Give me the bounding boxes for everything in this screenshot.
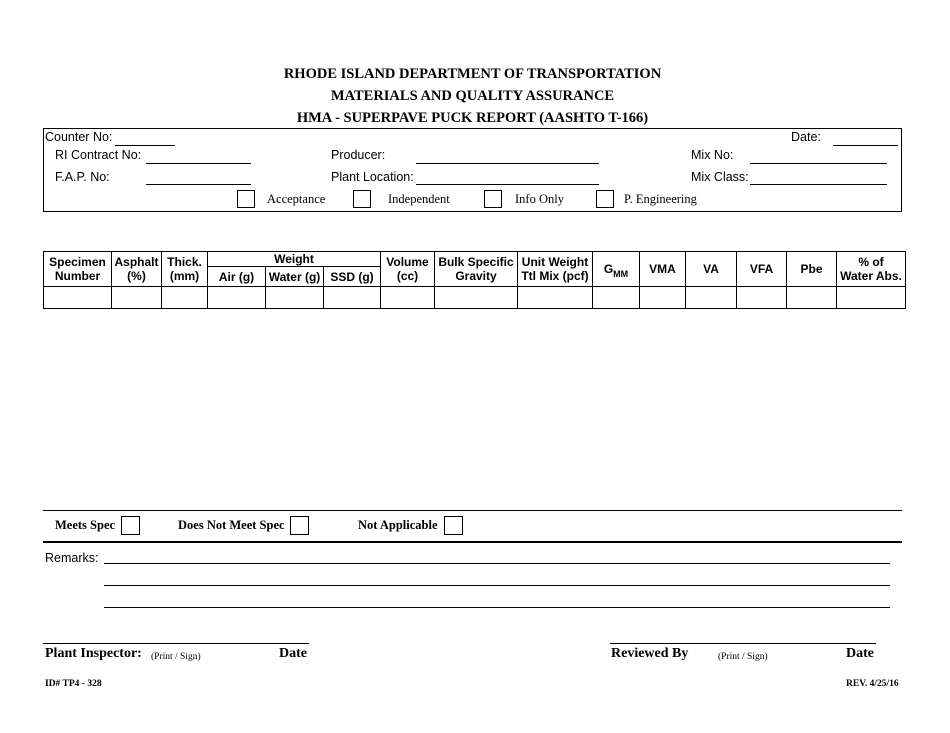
col-volume: Volume (cc) (381, 252, 435, 287)
p-engineering-checkbox[interactable] (596, 190, 614, 208)
header-line-2: MATERIALS AND QUALITY ASSURANCE (330, 88, 615, 104)
ri-contract-no-field[interactable] (146, 163, 251, 164)
mix-class-field[interactable] (750, 184, 887, 185)
col-vfa: VFA (737, 252, 787, 287)
col-gmm: $G_{MM}$ (593, 252, 640, 287)
table-cell[interactable] (266, 287, 324, 309)
reviewed-by-date-label: Date (846, 646, 874, 661)
form-id: ID# TP4 - 328 (45, 679, 102, 689)
spec-top-rule (43, 510, 902, 511)
col-unit-weight: Unit Weight Ttl Mix (pcf) (518, 252, 593, 287)
table-cell[interactable] (518, 287, 593, 309)
counter-no-field[interactable] (115, 145, 175, 146)
col-weight: Weight (208, 252, 381, 267)
reviewed-by-label: Reviewed By (611, 646, 689, 661)
remarks-line-1[interactable] (104, 563, 890, 564)
table-cell[interactable] (435, 287, 518, 309)
does-not-meet-spec-label: Does Not Meet Spec (178, 518, 285, 532)
table-cell[interactable] (686, 287, 737, 309)
table-cell[interactable] (44, 287, 112, 309)
form-title: HMA - SUPERPAVE PUCK REPORT (AASHTO T-166) (296, 110, 649, 126)
remarks-line-2[interactable] (104, 585, 890, 586)
producer-label: Producer: (331, 148, 386, 162)
remarks-line-3[interactable] (104, 607, 890, 608)
plant-inspector-label: Plant Inspector: (45, 646, 142, 661)
does-not-meet-spec-checkbox[interactable] (290, 516, 309, 535)
spec-bottom-rule (43, 541, 902, 543)
col-ssd: SSD (g) (324, 267, 381, 287)
plant-location-field[interactable] (416, 184, 599, 185)
col-water-abs: % of Water Abs. (837, 252, 906, 287)
info-only-label: Info Only (515, 192, 564, 206)
independent-label: Independent (388, 192, 450, 206)
acceptance-label: Acceptance (267, 192, 326, 206)
col-asphalt: Asphalt (%) (112, 252, 162, 287)
p-engineering-label: P. Engineering (624, 192, 697, 206)
info-only-checkbox[interactable] (484, 190, 502, 208)
table-cell[interactable] (112, 287, 162, 309)
info-box (43, 128, 902, 212)
table-cell[interactable] (324, 287, 381, 309)
header-line-1: RHODE ISLAND DEPARTMENT OF TRANSPORTATION (283, 66, 662, 82)
mix-no-field[interactable] (750, 163, 887, 164)
meets-spec-label: Meets Spec (55, 518, 116, 532)
meets-spec-checkbox[interactable] (121, 516, 140, 535)
not-applicable-checkbox[interactable] (444, 516, 463, 535)
reviewed-by-signature-line[interactable] (610, 643, 876, 644)
col-air: Air (g) (208, 267, 266, 287)
independent-checkbox[interactable] (353, 190, 371, 208)
col-va: VA (686, 252, 737, 287)
table-cell[interactable] (208, 287, 266, 309)
plant-inspector-signature-line[interactable] (43, 643, 309, 644)
mix-class-label: Mix Class: (691, 170, 749, 184)
col-water: Water (g) (266, 267, 324, 287)
counter-no-label: Counter No: (45, 130, 113, 144)
ri-contract-no-label: RI Contract No: (55, 148, 142, 162)
plant-inspector-print-sign: (Print / Sign) (151, 652, 201, 662)
plant-inspector-date-label: Date (279, 646, 307, 661)
fap-no-field[interactable] (146, 184, 251, 185)
plant-location-label: Plant Location: (331, 170, 414, 184)
acceptance-checkbox[interactable] (237, 190, 255, 208)
reviewed-by-print-sign: (Print / Sign) (718, 652, 768, 662)
table-cell[interactable] (381, 287, 435, 309)
col-pbe: Pbe (787, 252, 837, 287)
date-label: Date: (791, 130, 821, 144)
table-cell[interactable] (787, 287, 837, 309)
remarks-label: Remarks: (45, 551, 99, 565)
table-row (44, 287, 906, 309)
table-cell[interactable] (162, 287, 208, 309)
table-cell[interactable] (837, 287, 906, 309)
table-cell[interactable] (737, 287, 787, 309)
date-field[interactable] (833, 145, 898, 146)
col-bulk-specific-gravity: Bulk Specific Gravity (435, 252, 518, 287)
mix-no-label: Mix No: (691, 148, 734, 162)
col-vma: VMA (640, 252, 686, 287)
revision: REV. 4/25/16 (846, 679, 899, 689)
producer-field[interactable] (416, 163, 599, 164)
table-cell[interactable] (593, 287, 640, 309)
col-thick: Thick. (mm) (162, 252, 208, 287)
fap-no-label: F.A.P. No: (55, 170, 110, 184)
col-specimen-number: Specimen Number (44, 252, 112, 287)
not-applicable-label: Not Applicable (358, 518, 438, 532)
puck-data-table (43, 251, 906, 309)
table-cell[interactable] (640, 287, 686, 309)
